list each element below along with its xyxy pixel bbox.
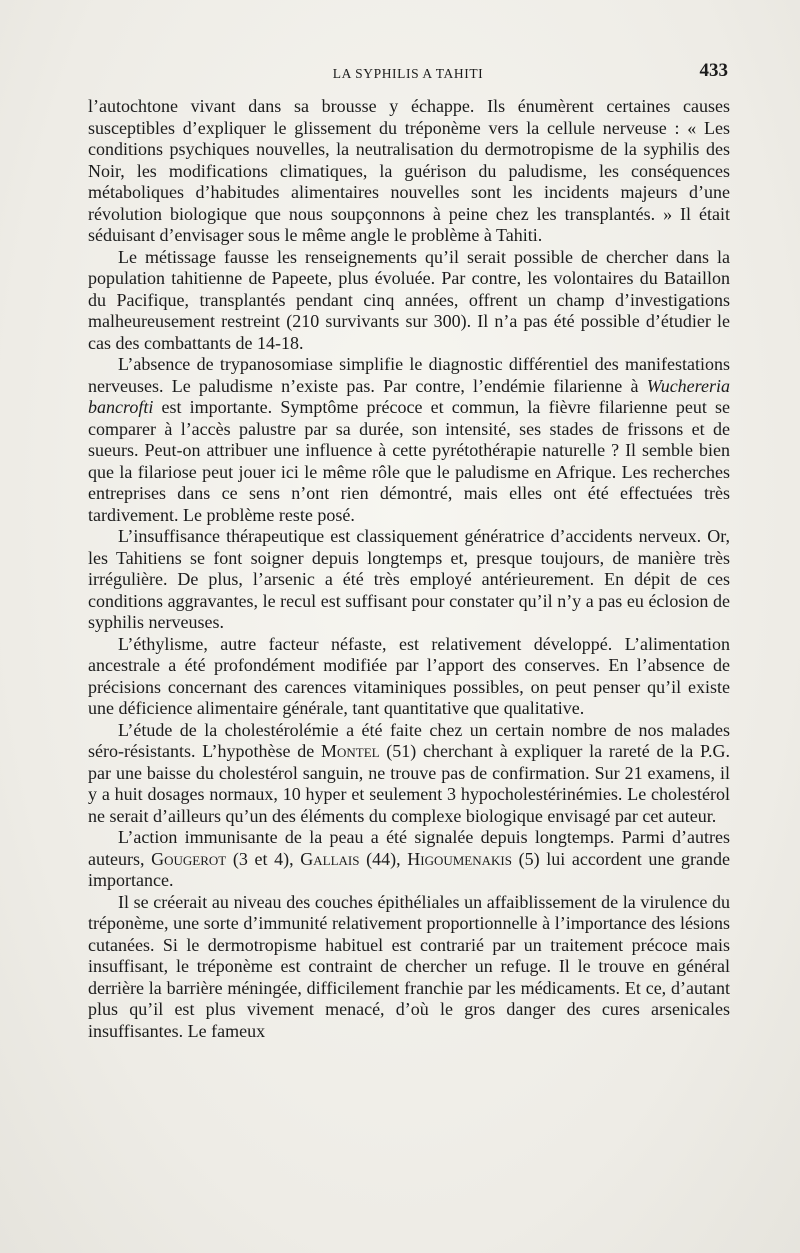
page-number: 433 xyxy=(699,60,728,81)
paragraph-7-text-c: (44), xyxy=(359,848,408,869)
paragraph-5: L’éthylisme, autre facteur néfaste, est relativement développé. L’alimentation ancestrale a été profondément modifiée par l’apport des conserves. En l’absence de précisions concernant des carences vitaminiques possibles, on peut penser qu’il existe une déficience alimentaire générale, tant quantitative que qualitative. xyxy=(88,633,730,718)
running-title: LA SYPHILIS A TAHITI xyxy=(332,66,484,81)
paragraph-7-text-a: L’action immunisante de la peau a été signalée depuis longtemps. Parmi d’autres auteurs, xyxy=(88,827,730,869)
author-gallais: Gallais xyxy=(300,848,360,869)
paragraph-6-text-b: (51) cherchant à expliquer la rareté de la P.G. par une baisse du cholestérol sanguin, ne trouve pas de confirmation. Sur 21 examens, il y a huit dosages normaux, 10 hyper et seulement 3 hypocholestérinémies. Le cholestérol ne serait d’ailleurs qu’un des éléments du complexe biologique envisagé par cet auteur. xyxy=(88,741,730,826)
paragraph-3-text-b: est importante. Symptôme précoce et commun, la fièvre filarienne peut se comparer à l’accès palustre par sa durée, son intensité, ses stades de frissons et de sueurs. Peut-on attribuer une influence à cette pyrétothérapie naturelle ? Il semble bien que la filariose peut jouer ici le même rôle que le paludisme en Afrique. Les recherches entreprises dans ce sens n’ont rien démontré, mais elles ont été effectuées très tardivement. Le problème reste posé. xyxy=(88,397,730,525)
paragraph-7-text-d: (5) lui accordent une grande importance. xyxy=(88,848,731,890)
paragraph-1: l’autochtone vivant dans sa brousse y échappe. Ils énumèrent certaines causes susceptibles d’expliquer le glissement du tréponème vers la cellule nerveuse : « Les conditions psychiques nouvelles, la neutralisation du dermotropisme de la syphilis des Noir, les modifications climatiques, la guérison du paludisme, les conséquences métaboliques d’habitudes alimentaires nouvelles sont les incidents majeurs d’une révolution biologique que nous soupçonnons à peine chez les transplantés. » Il était séduisant d’envisager sous le même angle le problème à Tahiti. xyxy=(88,96,730,245)
paragraph-6-text-a: L’étude de la cholestérolémie a été faite chez un certain nombre de nos malades séro-résistants. L’hypothèse de xyxy=(88,719,730,761)
paragraph-3 xyxy=(88,354,730,526)
paragraph-8: Il se créerait au niveau des couches épithéliales un affaiblissement de la virulence du tréponème, une sorte d’immunité relativement proportionnelle à l’importance des lésions cutanées. Si le dermotropisme habituel est contrarié par un traitement précoce mais insuffisant, le tréponème est contraint de chercher un refuge. Il le trouve en général derrière la barrière méningée, difficilement franchie par les médicaments. Et ce, d’autant plus qu’il est plus vivement menacé, d’où le gros danger des cures arsenicales insuffisantes. Le fameux xyxy=(88,891,730,1041)
author-higoumenakis: Higoumenakis xyxy=(407,848,512,869)
paragraph-3-text-a: L’absence de trypanosomiase simplifie le diagnostic différentiel des manifestations nerveuses. Le paludisme n’existe pas. Par contre, l’endémie filarienne à xyxy=(88,354,730,396)
paragraph-2: Le métissage fausse les renseignements qu’il serait possible de chercher dans la population tahitienne de Papeete, plus évoluée. Par contre, les volontaires du Bataillon du Pacifique, transplantés pendant cinq années, offrent un champ d’investigations malheureusement restreint (210 survivants sur 300). Il n’a pas été possible d’étudier le cas des combattants de 14-18. xyxy=(88,246,730,353)
paragraph-7-text-b: (3 et 4), xyxy=(226,848,301,869)
species-name: Wuchereria bancrofti xyxy=(88,375,730,417)
body-text xyxy=(88,96,730,1042)
author-montel: Montel xyxy=(320,741,380,761)
paragraph-4: L’insuffisance thérapeutique est classiquement génératrice d’accidents nerveux. Or, les Tahitiens se font soigner depuis longtemps et, presque toujours, de manière très irrégulière. De plus, l’arsenic a été très employé antérieurement. En dépit de ces conditions aggravantes, le recul est suffisant pour constater qu’il n’y a pas eu éclosion de syphilis nerveuses. xyxy=(88,526,730,632)
paragraph-6 xyxy=(88,720,730,828)
author-gougerot: Gougerot xyxy=(151,848,227,869)
running-head xyxy=(88,60,728,88)
paragraph-7 xyxy=(88,827,730,892)
